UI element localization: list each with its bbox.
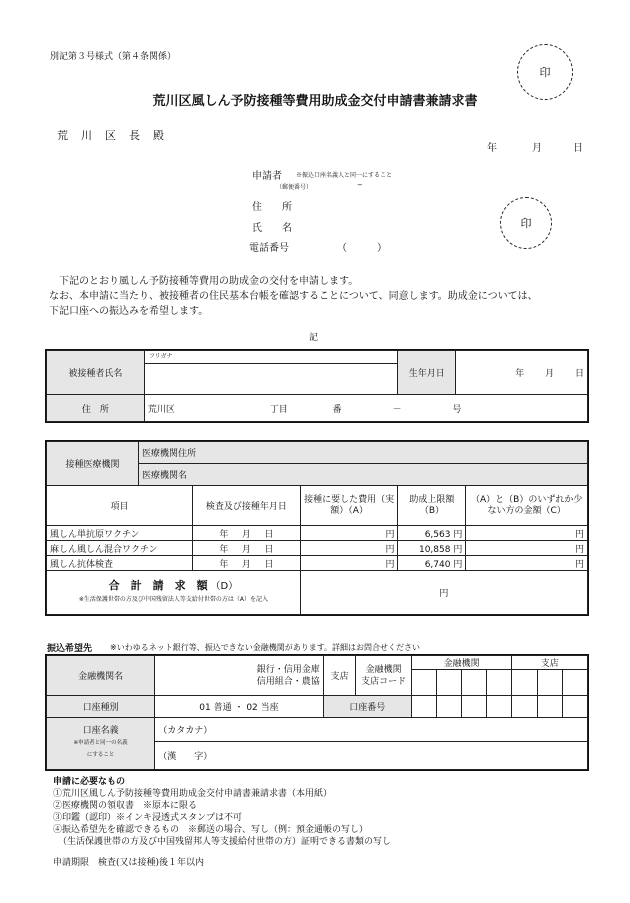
row-date-year: 年	[219, 559, 229, 570]
required-item-3: ③印鑑（認印）※インキ浸透式スタンプは不可	[53, 813, 243, 823]
bank-code-label	[356, 656, 411, 696]
row-limit: 6,563 円	[398, 526, 466, 541]
total-label: 合 計 請 求 額	[108, 579, 208, 592]
bank-code-label-1: 金融機関	[365, 664, 402, 675]
furigana-label: フリガナ	[145, 351, 397, 364]
row-date[interactable]	[192, 526, 300, 541]
date-day: 日	[573, 143, 583, 154]
intro-line-2: なお、本申請に当たり、被接種者の住民基本台帳を確認することについて、同意します。助成金については、	[49, 291, 538, 302]
form-id: 別記第３号様式（第４条関係）	[50, 52, 177, 62]
row-cost[interactable]: 円	[300, 526, 398, 541]
transfer-label: 振込希望先	[47, 644, 93, 654]
account-type-label: 口座種別	[47, 696, 155, 718]
account-digit[interactable]	[537, 696, 562, 718]
postal-label: （郵便番号）	[276, 184, 313, 191]
holder-note-1: ※申請者と同一の名義	[73, 740, 128, 746]
deadline: 申請期限 検査(又は接種)後１年以内	[53, 858, 205, 868]
row-cost[interactable]: 円	[300, 541, 398, 556]
account-digit[interactable]	[436, 696, 461, 718]
bank-types-1: 銀行・信用金庫	[256, 664, 320, 675]
dash: －	[392, 404, 402, 415]
total-amount[interactable]: 円	[300, 571, 587, 615]
holder-label: 口座名義	[82, 726, 119, 736]
account-digit[interactable]	[462, 696, 487, 718]
patient-name-cell[interactable]	[144, 351, 397, 395]
required-item-4: ④振込希望先を確認できるもの ※郵送の場合、写し（例：預金通帳の写し）	[53, 825, 369, 835]
branch-code-header: 支店	[512, 656, 588, 670]
table-row	[47, 541, 588, 556]
row-date-year: 年	[219, 544, 229, 555]
row-date-day: 日	[264, 529, 274, 540]
patient-address-label: 住 所	[47, 395, 145, 422]
intro-line-3: 下記口座への振込みを希望します。	[49, 306, 209, 317]
total-label-cell	[47, 571, 301, 615]
patient-address-cell[interactable]	[144, 395, 587, 422]
name-label: 氏 名	[252, 223, 292, 234]
stamp-circle-applicant	[500, 197, 552, 249]
ki-mark: 記	[309, 333, 319, 343]
clinic-name-label: 医療機関名	[138, 464, 587, 486]
branch-code-digit[interactable]	[562, 670, 587, 696]
col-limit: 助成上限額（B）	[398, 486, 466, 526]
bank-code-digit[interactable]	[487, 670, 512, 696]
ward: 荒川区	[147, 404, 175, 415]
transfer-table	[46, 655, 588, 770]
recipient: 荒 川 区 長 殿	[57, 129, 165, 142]
holder-label-cell	[47, 718, 155, 770]
row-lesser[interactable]: 円	[466, 526, 588, 541]
row-date-month: 月	[241, 559, 251, 570]
page-title: 荒川区風しん予防接種等費用助成金交付申請書兼請求書	[152, 94, 478, 109]
patient-table	[46, 350, 588, 422]
account-digit[interactable]	[487, 696, 512, 718]
cost-table	[46, 441, 588, 615]
account-digit[interactable]	[562, 696, 587, 718]
dob-cell[interactable]	[456, 351, 588, 395]
dob-label: 生年月日	[398, 351, 456, 395]
bank-types[interactable]	[155, 656, 324, 696]
bank-code-label-2: 支店コード	[361, 676, 407, 687]
row-name: 麻しん風しん混合ワクチン	[47, 541, 193, 556]
dob-month: 月	[545, 369, 555, 379]
row-name: 風しん抗体検査	[47, 556, 193, 571]
intro-line-1: 下記のとおり風しん予防接種等費用の助成金の交付を申請します。	[49, 276, 359, 287]
holder-note-2: にすること	[86, 752, 115, 758]
account-digit[interactable]	[411, 696, 436, 718]
row-name: 風しん単抗原ワクチン	[47, 526, 193, 541]
bank-code-header: 金融機関	[411, 656, 512, 670]
table-row	[47, 526, 588, 541]
row-date-year: 年	[219, 529, 229, 540]
bank-types-2: 信用組合・農協	[256, 676, 320, 687]
date-year: 年	[487, 143, 497, 154]
row-lesser[interactable]: 円	[466, 541, 588, 556]
account-number-label: 口座番号	[323, 696, 411, 718]
address-label: 住 所	[252, 202, 292, 213]
date-month: 月	[532, 143, 542, 154]
ban: 番	[332, 404, 342, 415]
applicant-label: 申請者	[252, 171, 282, 182]
branch-code-digit[interactable]	[512, 670, 537, 696]
patient-name-label: 被接種者氏名	[47, 351, 145, 395]
dob-year: 年	[515, 369, 525, 379]
stamp-label-applicant: 印	[520, 217, 532, 230]
account-digit[interactable]	[512, 696, 537, 718]
total-code: （D）	[210, 581, 239, 592]
bank-code-digit[interactable]	[462, 670, 487, 696]
stamp-label: 印	[539, 66, 551, 79]
bank-label: 金融機関名	[47, 656, 155, 696]
row-date-day: 日	[264, 559, 274, 570]
applicant-note: ※振込口座名義人と同一にすること	[296, 172, 393, 179]
row-lesser[interactable]: 円	[466, 556, 588, 571]
holder-katakana[interactable]: （カタカナ）	[155, 718, 588, 742]
bank-code-digit[interactable]	[411, 670, 436, 696]
row-limit: 6,740 円	[398, 556, 466, 571]
bank-code-digit[interactable]	[436, 670, 461, 696]
clinic-label: 接種医療機関	[47, 442, 139, 486]
row-limit: 10,858 円	[398, 541, 466, 556]
required-title: 申請に必要なもの	[53, 777, 126, 787]
dob-day: 日	[574, 369, 584, 379]
branch-suffix: 支店	[323, 656, 356, 696]
row-date[interactable]	[192, 541, 300, 556]
col-cost: 接種に要した費用（実額）（A）	[300, 486, 398, 526]
table-row	[47, 556, 588, 571]
row-date[interactable]	[192, 556, 300, 571]
row-date-day: 日	[264, 544, 274, 555]
phone-paren: （ ）	[337, 243, 387, 254]
chome: 丁目	[269, 404, 288, 415]
branch-code-digit[interactable]	[537, 670, 562, 696]
account-type-options[interactable]: 01 普通 ・ 02 当座	[155, 696, 324, 718]
phone-label: 電話番号	[249, 243, 289, 254]
col-lesser: （A）と（B）のいずれか少ない方の金額（C）	[466, 486, 588, 526]
row-cost[interactable]: 円	[300, 556, 398, 571]
required-item-5: （生活保護世帯の方及び中国残留邦人等支援給付世帯の方）証明できる書類の写し	[58, 837, 392, 847]
total-note: ※生活保護世帯の方及び中国残留法人等支給付世帯の方は（A）を記入	[78, 596, 268, 603]
postal-dash: −	[357, 181, 363, 189]
go: 号	[452, 404, 462, 415]
row-date-month: 月	[241, 544, 251, 555]
required-item-2: ②医療機関の領収書 ※原本に限る	[53, 801, 198, 811]
holder-kanji[interactable]: （漢 字）	[155, 742, 588, 770]
col-item: 項目	[47, 486, 193, 526]
required-item-1: ①荒川区風しん予防接種等費用助成金交付申請書兼請求書（本用紙）	[53, 789, 333, 799]
row-date-month: 月	[241, 529, 251, 540]
col-date: 検査及び接種年月日	[192, 486, 300, 526]
transfer-note: ※いわゆるネット銀行等、振込できない金融機関があります。詳細はお問合せください	[110, 643, 421, 652]
clinic-address-label: 医療機関住所	[138, 442, 587, 464]
